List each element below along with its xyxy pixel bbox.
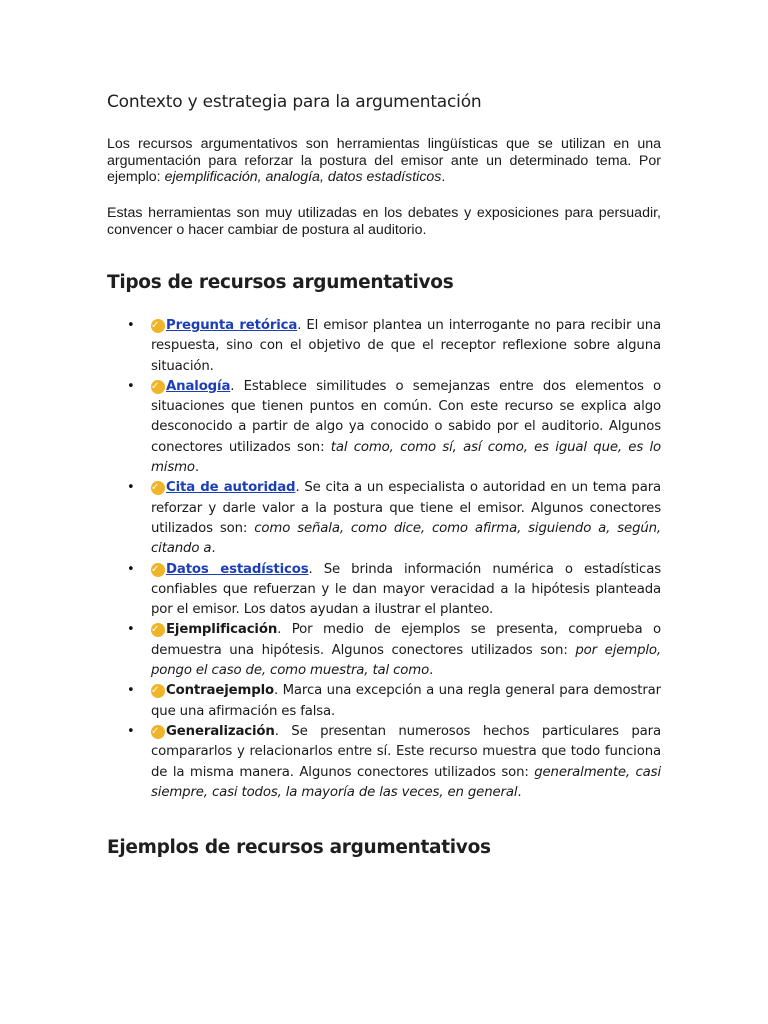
section-heading-ejemplos: Ejemplos de recursos argumentativos (107, 837, 491, 858)
item-description: Se brinda información numérica o estadísticas confiables que refuerzan y le dan mayor veracidad a la hipótesis planteada por el emisor. Los datos ayudan a ilustrar el planteo. (151, 561, 661, 618)
item-description: Se presentan numerosos hechos particulares para compararlos y relacionarlos entre sí. Este recurso muestra que todo funciona de la misma manera. Algunos conectores utilizados son: (151, 723, 661, 780)
bullet-icon: • (127, 318, 135, 333)
intro-paragraph (107, 136, 661, 186)
item-description: Establece similitudes o semejanzas entre dos elementos o situaciones que tienen puntos en común. Con este recurso se explica algo desconocido a partir de algo ya conocido o sabido por el auditorio. Algunos conectores utilizados son: (151, 378, 661, 455)
item-dot: . (277, 622, 282, 638)
item-description: Por medio de ejemplos se presenta, comprueba o demuestra una hipótesis. Algunos conectores utilizados son: (151, 622, 661, 658)
check-badge-icon: ✓ (151, 725, 165, 739)
item-dot: . (297, 318, 302, 333)
purpose-paragraph: Estas herramientas son muy utilizadas en los debates y exposiciones para persuadir, convencer o hacer cambiar de postura al auditorio. (107, 205, 661, 238)
item-dot: . (230, 378, 235, 394)
item-dot: . (295, 480, 300, 496)
item-end: . (211, 541, 216, 557)
list-item-analogia (107, 377, 661, 478)
list-item-datos-estadisticos (107, 560, 661, 621)
list-item-ejemplificacion (107, 620, 661, 681)
bullet-icon: • (127, 723, 135, 739)
section-heading-tipos: Tipos de recursos argumentativos (107, 272, 454, 293)
term-generalizacion: Generalización (166, 723, 275, 739)
list-item-generalizacion (107, 722, 661, 803)
check-badge-icon: ✓ (151, 481, 165, 495)
item-end: . (194, 460, 199, 476)
item-description: Marca una excepción a una regla general para demostrar que una afirmación es falsa. (151, 683, 661, 719)
list-item-cita-de-autoridad (107, 478, 661, 559)
bullet-icon: • (127, 378, 135, 394)
link-analogia[interactable]: Analogía (166, 378, 231, 394)
check-badge-icon: ✓ (151, 319, 165, 333)
intro-text: Los recursos argumentativos son herramientas lingüísticas que se utilizan en una argumentación para reforzar la postura del emisor ante un determinado tema. Por ejemplo: (107, 136, 661, 185)
intro-examples: ejemplificación, analogía, datos estadísticos (164, 169, 442, 185)
item-dot: . (273, 683, 279, 699)
item-end: . (517, 784, 522, 800)
item-connectors: tal como, como sí, así como, es igual que, es lo mismo (151, 439, 661, 476)
resources-list (107, 316, 661, 803)
list-item-contraejemplo (107, 681, 661, 722)
bullet-icon: • (127, 622, 135, 638)
item-description: El emisor plantea un interrogante no para recibir una respuesta, sino con el objetivo de que el receptor reflexione sobre alguna situación. (151, 318, 661, 374)
check-badge-icon: ✓ (151, 684, 165, 698)
item-description: Se cita a un especialista o autoridad en un tema para reforzar y darle valor a la postura que tiene el emisor. Algunos conectores utilizados son: (151, 480, 662, 536)
link-cita-de-autoridad[interactable]: Cita de autoridad (166, 480, 296, 496)
item-connectors: por ejemplo, pongo el caso de, como muestra, tal como (151, 642, 661, 679)
check-badge-icon: ✓ (151, 623, 165, 637)
item-connectors: como señala, como dice, como afirma, siguiendo a, según, citando a (151, 520, 661, 557)
term-contraejemplo: Contraejemplo (166, 683, 274, 699)
section-heading-context: Contexto y estrategia para la argumentación (107, 92, 482, 112)
bullet-icon: • (127, 561, 135, 577)
bullet-icon: • (127, 683, 135, 699)
bullet-icon: • (127, 480, 135, 496)
check-badge-icon: ✓ (151, 563, 165, 577)
item-connectors: generalmente, casi siempre, casi todos, la mayoría de las veces, en general (151, 764, 661, 800)
link-pregunta-retorica[interactable]: Pregunta retórica (166, 318, 298, 333)
check-badge-icon: ✓ (151, 380, 165, 394)
item-end: . (429, 663, 434, 679)
term-ejemplificacion: Ejemplificación (166, 622, 278, 638)
item-dot: . (274, 723, 279, 739)
link-datos-estadisticos[interactable]: Datos estadísticos (166, 561, 309, 577)
list-item-pregunta-retorica (107, 316, 661, 377)
item-dot: . (308, 561, 313, 577)
intro-end: . (441, 169, 446, 185)
